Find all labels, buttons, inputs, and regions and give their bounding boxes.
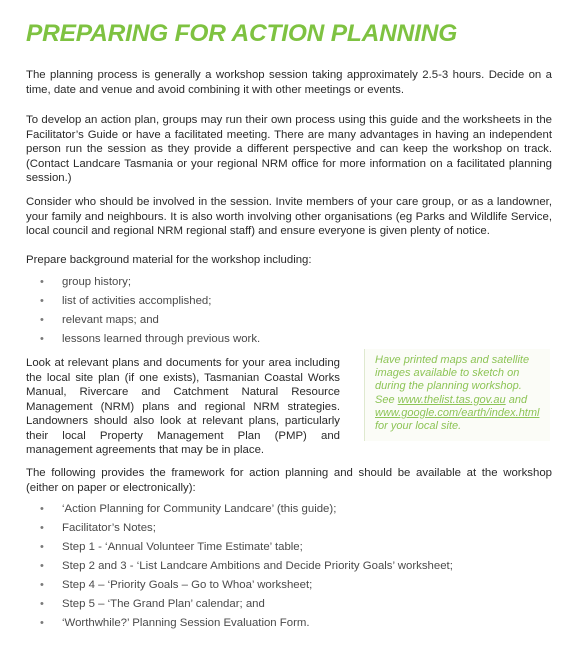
plans-paragraph: Look at relevant plans and documents for your area including the local site plan (if one exists), Tasmanian Coastal Works Manual, Rivercare and Catchment Natural Resource Management (NRM) plans and regional NRM strategies. Landowners should also look at relevant plans, particularly their local Property Management Plan (PMP) and management agreements that may be in place. — [26, 357, 340, 456]
bullet-icon: • — [40, 598, 44, 610]
list-item: • ‘Worthwhile?’ Planning Session Evaluation Form. — [40, 614, 453, 633]
bullet-icon: • — [40, 333, 44, 345]
google-earth-link[interactable]: www.google.com/earth/index.html — [375, 406, 540, 419]
list-item: • Step 5 – ‘The Grand Plan’ calendar; and — [40, 595, 453, 614]
list-item: • Step 1 - ‘Annual Volunteer Time Estimate’ table; — [40, 538, 453, 557]
bullet-icon: • — [40, 560, 44, 572]
list-item: • ‘Action Planning for Community Landcare’ (this guide); — [40, 500, 453, 519]
sidebar-note — [364, 349, 550, 441]
bullet-icon: • — [40, 503, 44, 515]
bullet-icon: • — [40, 276, 44, 288]
action-plan-paragraph: To develop an action plan, groups may run their own process using this guide and the worksheets in the Facilitator’s Guide or have a facilitated meeting. There are many advantages in having an independent person run the session as they provide a different perspective and can keep the workshop on track. (Contact Landcare Tasmania or your regional NRM office for more information on a facilitated planning session.) — [26, 114, 552, 184]
list-item: • relevant maps; and — [40, 311, 260, 330]
background-intro: Prepare background material for the workshop including: — [26, 254, 312, 266]
thelist-link[interactable]: www.thelist.tas.gov.au — [397, 393, 506, 406]
page-title: PREPARING FOR ACTION PLANNING — [26, 20, 458, 47]
list-item: • Step 4 – ‘Priority Goals – Go to Whoa’ worksheet; — [40, 576, 453, 595]
list-item: • lessons learned through previous work. — [40, 330, 260, 349]
bullet-icon: • — [40, 579, 44, 591]
framework-intro: The following provides the framework for action planning and should be available at the workshop (either on paper or electronically): — [26, 467, 552, 494]
list-item: • Facilitator’s Notes; — [40, 519, 453, 538]
sidebar-text: Have printed maps and satellite images available to sketch on during the planning workshop. See www.thelist.tas.gov.au and www.google.com/earth/index.html for your local site. — [375, 354, 540, 433]
list-item: • Step 2 and 3 - ‘List Landcare Ambitions and Decide Priority Goals’ worksheet; — [40, 557, 453, 576]
intro-paragraph: The planning process is generally a workshop session taking approximately 2.5-3 hours. Decide on a time, date and venue and avoid combining it with other meetings or events. — [26, 69, 552, 96]
framework-list — [40, 500, 453, 633]
bullet-icon: • — [40, 522, 44, 534]
list-item: • group history; — [40, 273, 260, 292]
bullet-icon: • — [40, 295, 44, 307]
bullet-icon: • — [40, 314, 44, 326]
bullet-icon: • — [40, 541, 44, 553]
involvement-paragraph: Consider who should be involved in the session. Invite members of your care group, or as a landowner, your family and neighbours. It is also worth involving other organisations (eg Parks and Wildlife Service, local council and regional NRM regional staff) and ensure everyone is given plenty of notice. — [26, 196, 552, 237]
list-item: • list of activities accomplished; — [40, 292, 260, 311]
bullet-icon: • — [40, 617, 44, 629]
background-list — [40, 273, 260, 349]
